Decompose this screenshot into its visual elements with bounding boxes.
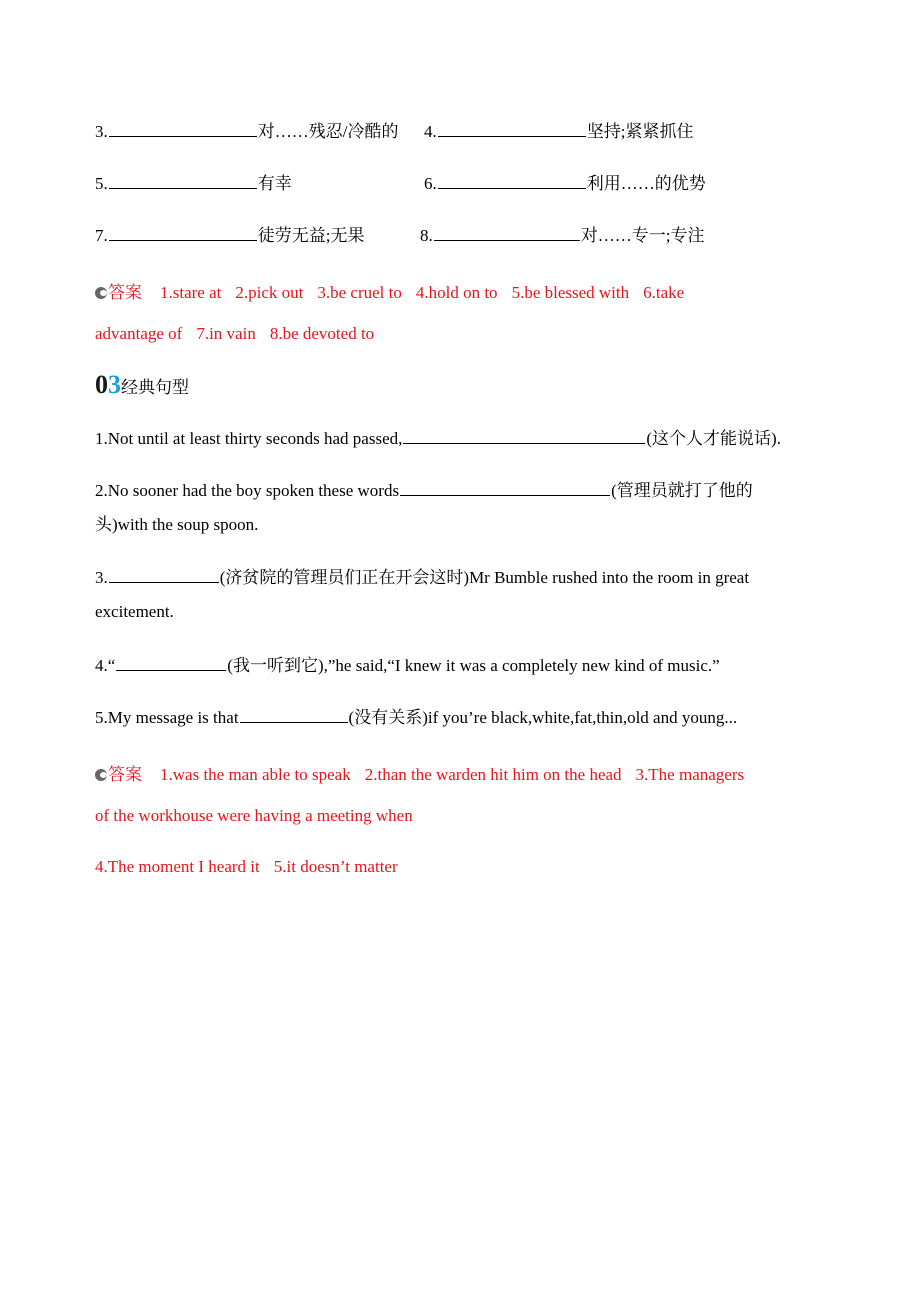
answer-line-2: [95, 323, 374, 345]
answer-line-1: [95, 764, 744, 786]
answer-line-2: [95, 805, 413, 827]
answer-line-3: [95, 856, 398, 878]
answer-item: 4.The moment I heard it: [95, 857, 260, 876]
answer-line-1: [95, 282, 684, 304]
section-title: 经典句型: [121, 378, 189, 398]
item-number: 3.: [95, 122, 108, 141]
vocab-row-6-right: [424, 171, 706, 195]
answer-item: 7.in vain: [196, 324, 256, 343]
sentence-hint: (管理员就打了他的: [611, 481, 753, 500]
sentence-text: 3.: [95, 568, 108, 587]
sentence-text: excitement.: [95, 602, 174, 621]
answer-icon: [95, 287, 107, 299]
item-meaning: 利用……的优势: [586, 174, 706, 193]
item-meaning: 徒劳无益;无果: [257, 226, 365, 245]
fill-blank[interactable]: [109, 565, 219, 583]
item-number: 4.: [424, 122, 437, 141]
fill-blank[interactable]: [400, 478, 610, 496]
fill-blank[interactable]: [109, 223, 257, 241]
answer-item: 2.pick out: [235, 283, 304, 302]
item-meaning: 坚持;紧紧抓住: [586, 122, 694, 141]
sentence-5: [95, 705, 737, 729]
fill-blank[interactable]: [116, 653, 226, 671]
sentence-hint: (这个人才能说话).: [646, 429, 781, 448]
vocab-row-3-left: [95, 119, 398, 143]
fill-blank[interactable]: [434, 223, 580, 241]
answer-item: of the workhouse were having a meeting when: [95, 806, 413, 825]
answer-item: 3.be cruel to: [317, 283, 402, 302]
answer-item: 5.be blessed with: [511, 283, 630, 302]
sentence-text: 1.Not until at least thirty seconds had passed,: [95, 429, 403, 448]
item-number: 5.: [95, 174, 108, 193]
sentence-3: [95, 565, 749, 589]
sentence-hint: (没有关系)if you’re black,white,fat,thin,old and young...: [348, 708, 738, 727]
sentence-2-cont: [95, 514, 258, 536]
section-number-digit: 0: [95, 370, 108, 399]
item-number: 7.: [95, 226, 108, 245]
answer-item: 5.it doesn’t matter: [273, 857, 398, 876]
sentence-text: 头)with the soup spoon.: [95, 515, 259, 534]
vocab-row-3-right: [424, 119, 693, 143]
answer-item: advantage of: [95, 324, 183, 343]
answer-label: 答案: [108, 765, 142, 784]
answer-item: 6.take: [643, 283, 685, 302]
section-header: [95, 370, 189, 400]
fill-blank[interactable]: [240, 705, 348, 723]
answer-item: 2.than the warden hit him on the head: [364, 765, 622, 784]
item-meaning: 对……专一;专注: [580, 226, 705, 245]
answer-item: 4.hold on to: [415, 283, 498, 302]
fill-blank[interactable]: [109, 171, 257, 189]
section-number-digit: 3: [108, 370, 121, 399]
item-meaning: 对……残忍/冷酷的: [257, 122, 399, 141]
sentence-2: [95, 478, 753, 502]
sentence-4: [95, 653, 720, 677]
vocab-row-8-right: [420, 223, 704, 247]
answer-item: 1.stare at: [160, 283, 222, 302]
sentence-3-cont: [95, 601, 174, 623]
answer-icon: [95, 769, 107, 781]
vocab-row-7-left: [95, 223, 364, 247]
sentence-1: [95, 426, 781, 450]
answer-item: 8.be devoted to: [269, 324, 375, 343]
item-number: 6.: [424, 174, 437, 193]
answer-label: 答案: [108, 283, 142, 302]
sentence-hint: (济贫院的管理员们正在开会这时)Mr Bumble rushed into the room in great: [219, 568, 750, 587]
fill-blank[interactable]: [438, 119, 586, 137]
sentence-text: 4.“: [95, 656, 116, 675]
answer-item: 1.was the man able to speak: [160, 765, 351, 784]
fill-blank[interactable]: [438, 171, 586, 189]
answer-item: 3.The managers: [635, 765, 745, 784]
sentence-text: 2.No sooner had the boy spoken these words: [95, 481, 400, 500]
item-meaning: 有幸: [257, 174, 292, 193]
sentence-hint: (我一听到它),”he said,“I knew it was a completely new kind of music.”: [227, 656, 720, 675]
fill-blank[interactable]: [403, 426, 645, 444]
item-number: 8.: [420, 226, 433, 245]
fill-blank[interactable]: [109, 119, 257, 137]
sentence-text: 5.My message is that: [95, 708, 239, 727]
vocab-row-5-left: [95, 171, 292, 195]
